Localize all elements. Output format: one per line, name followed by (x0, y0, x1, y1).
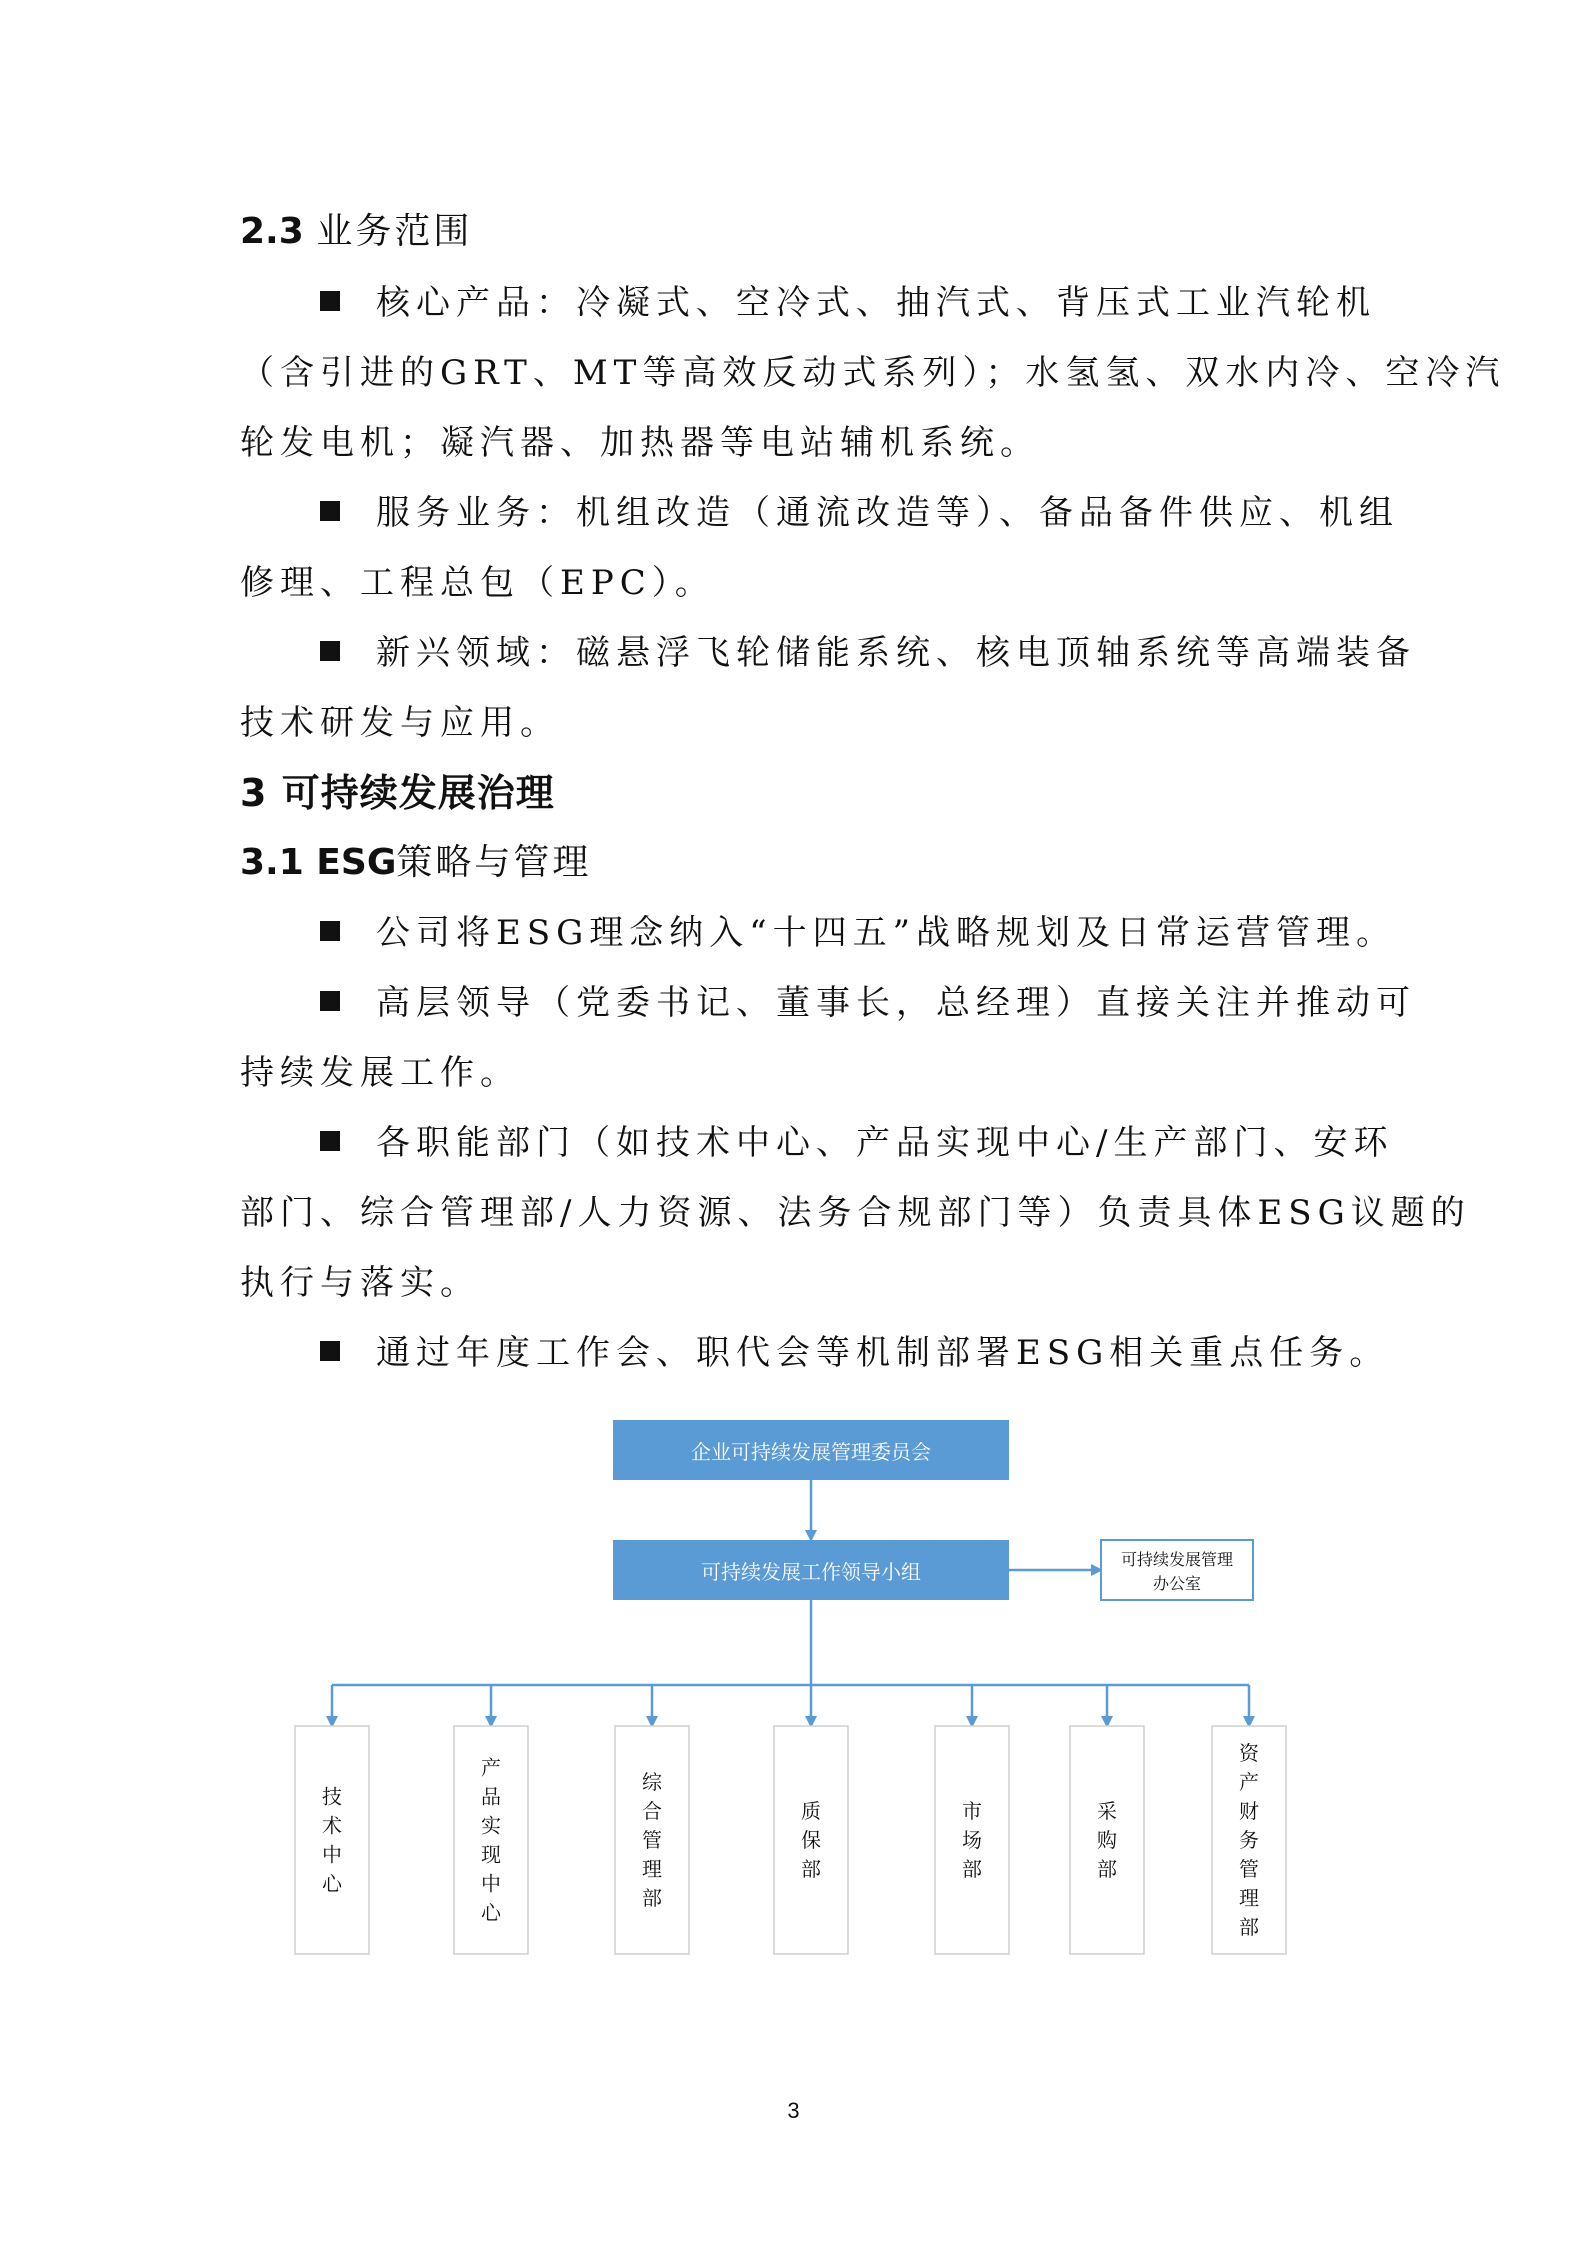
department-label-char: 务 (1239, 1828, 1259, 1852)
department-label-char: 理 (1239, 1886, 1259, 1910)
department-label-char: 部 (801, 1857, 821, 1881)
department-label-char: 中 (322, 1842, 342, 1867)
department-label-char: 市 (962, 1799, 982, 1823)
heading-3-1-title: 策略与管理 (396, 842, 592, 883)
department-label-char: 质 (801, 1799, 821, 1823)
bullet-emerging: 新兴领域：磁悬浮飞轮储能系统、核电顶轴系统等高端装备 (320, 628, 1416, 678)
department-label-char: 财 (1239, 1799, 1259, 1823)
heading-3-num: 3 (240, 771, 268, 815)
department-label-char: 保 (801, 1828, 821, 1852)
department-label-char: 实 (481, 1813, 501, 1838)
department-label-char: 资 (1239, 1741, 1259, 1765)
bullet-departments: 各职能部门（如技术中心、产品实现中心/生产部门、安环 (320, 1118, 1393, 1168)
department-label-char: 心 (481, 1900, 501, 1925)
bullet-esg-strategy: 公司将ESG理念纳入“十四五”战略规划及日常运营管理。 (320, 908, 1396, 958)
leading-group-label: 可持续发展工作领导小组 (701, 1560, 921, 1584)
department-label-char: 场 (962, 1828, 982, 1852)
heading-3-1-num: 3.1 ESG (240, 842, 397, 883)
department-label-char: 管 (642, 1828, 662, 1852)
bullet-core-products-line3: 轮发电机；凝汽器、加热器等电站辅机系统。 (240, 423, 1040, 463)
bullet-departments-line3: 执行与落实。 (240, 1263, 480, 1303)
heading-2-3-title: 业务范围 (316, 211, 473, 252)
department-label-char: 管 (1239, 1857, 1259, 1881)
bullet-emerging-line2: 技术研发与应用。 (240, 703, 560, 743)
department-boxes (295, 1685, 1286, 1954)
department-label-char: 采 (1097, 1799, 1117, 1823)
department-label-char: 部 (642, 1886, 662, 1910)
bullet-core-products: 核心产品：冷凝式、空冷式、抽汽式、背压式工业汽轮机 (320, 278, 1376, 328)
department-label-char: 产 (1239, 1770, 1259, 1794)
department-label-char: 产 (481, 1755, 501, 1780)
department-label-char: 品 (481, 1784, 501, 1809)
office-label-line2: 办公室 (1152, 1574, 1202, 1593)
bullet-annual-meeting: 通过年度工作会、职代会等机制部署ESG相关重点任务。 (320, 1328, 1389, 1378)
department-label-char: 技 (322, 1784, 342, 1809)
heading-2-3-num: 2.3 (240, 211, 304, 252)
page-number: 3 (787, 2098, 800, 2123)
department-label-char: 现 (481, 1842, 501, 1867)
department-label-char: 心 (322, 1871, 342, 1896)
department-label-char: 合 (642, 1799, 662, 1823)
department-box (295, 1726, 369, 1954)
heading-3-title: 可持续发展治理 (281, 771, 555, 815)
department-label-char: 部 (1097, 1857, 1117, 1881)
bullet-core-products-line2: （含引进的GRT、MT等高效反动式系列）；水氢氢、双水内冷、空冷汽 (240, 353, 1506, 393)
office-label-line1: 可持续发展管理 (1120, 1550, 1234, 1569)
department-label-char: 中 (481, 1871, 501, 1896)
department-label-char: 术 (322, 1813, 342, 1838)
department-label-char: 部 (962, 1857, 982, 1881)
bullet-departments-line2: 部门、综合管理部/人力资源、法务合规部门等）负责具体ESG议题的 (240, 1193, 1471, 1233)
bullet-leadership: 高层领导（党委书记、董事长，总经理）直接关注并推动可 (320, 978, 1416, 1028)
department-label-char: 购 (1097, 1828, 1117, 1852)
department-label-char: 部 (1239, 1915, 1259, 1939)
bullet-services-line2: 修理、工程总包（EPC）。 (240, 563, 715, 603)
bullet-services: 服务业务：机组改造（通流改造等）、备品备件供应、机组 (320, 488, 1399, 538)
department-label-char: 理 (642, 1857, 662, 1881)
department-label-char: 综 (642, 1770, 662, 1794)
bullet-leadership-line2: 持续发展工作。 (240, 1053, 520, 1093)
committee-label: 企业可持续发展管理委员会 (691, 1440, 931, 1464)
